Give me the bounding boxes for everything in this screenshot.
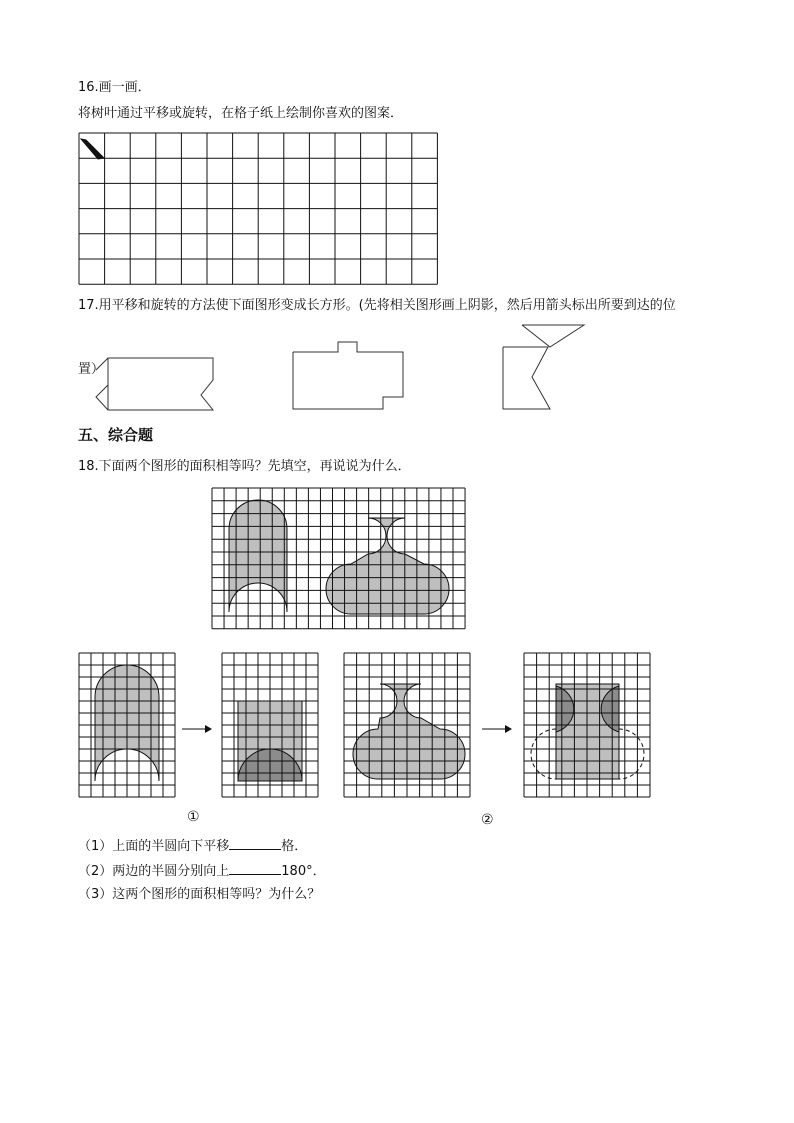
q18-title: 18.下面两个图形的面积相等吗？先填空，再说说为什么． [78,459,411,474]
arch-shape [229,500,287,612]
step-label-1: ① [187,809,200,825]
section-heading: 五、综合题 [78,426,154,444]
arrow-right-icon [482,725,512,733]
q17-figure-3 [503,325,584,409]
leaf-shape [81,139,104,159]
q17-instruction-line2: 置） [78,362,105,377]
step1-before-figure [79,653,175,797]
q16-instruction: 将树叶通过平移或旋转，在格子纸上绘制你喜欢的图案． [78,106,404,121]
q17-figure-2 [293,342,403,409]
arrow-right-icon [182,725,212,733]
q17-figure-1 [96,358,213,410]
q18-sub3: （3）这两个图形的面积相等吗？为什么？ [78,887,321,902]
q18-sub1-suffix: 格． [281,839,308,854]
step2-after-figure [524,653,650,797]
q18-main-figure [212,488,465,629]
q16-title: 16.画一画． [78,80,151,95]
q17-instruction-line1: 17.用平移和旋转的方法使下面图形变成长方形。(先将相关图形画上阴影，然后用箭头标出所要到达的位 [78,298,676,313]
step-label-2: ② [481,812,494,828]
q16-grid-paper[interactable] [79,133,437,284]
q18-sub1-prefix: （1）上面的半圆向下平移 [78,839,230,854]
step1-after-figure [222,653,318,797]
q18-sub2-prefix: （2）两边的半圆分别向上 [78,864,230,879]
q18-sub2-suffix: 180°． [281,864,326,879]
step2-before-figure [344,653,470,797]
